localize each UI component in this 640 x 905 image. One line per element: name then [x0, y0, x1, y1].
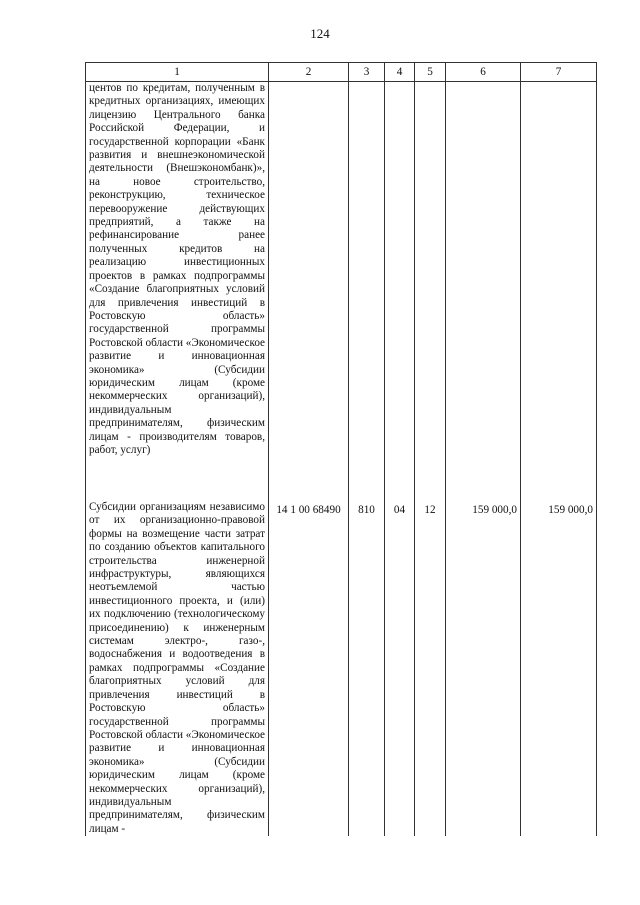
row-description: Субсидии организациям независимо от их организационно-правовой формы на возмещение части затрат по созданию объектов капитального строительства инженерной инфраструктуры, являющихся неотъемлемой частью инвестиционного проекта, и (или) их подключению (технологическому присоединению) к инженерным системам электро-, газо-, водоснабжения и водоотведения в рамках подпрограммы «Создание благоприятных условий для привлечения инвестиций в Ростовскую область» государственной программы Ростовской области «Экономическое развитие и инновационная экономика» (Субсидии юридическим лицам (кроме некоммерческих организаций), индивидуальным предпринимателям, физическим лицам - [86, 495, 269, 836]
row-subsection: 12 [415, 495, 446, 836]
column-header: 3 [349, 63, 385, 82]
row-amount-2: 159 000,0 [521, 495, 597, 836]
budget-table [85, 62, 597, 836]
row-amount-1: 159 000,0 [446, 495, 521, 836]
column-header: 7 [521, 63, 597, 82]
table-row [86, 495, 597, 836]
row-description: центов по кредитам, полученным в кредитных организациях, имеющих лицензию Центрального банка Российской Федерации, и государственной корпорации «Банк развития и внешнеэкономической деятельности (Внешэкономбанк)», на новое строительство, реконструкцию, техническое перевооружение действующих предприятий, а также на рефинансирование ранее полученных кредитов на реализацию инвестиционных проектов в рамках подпрограммы «Создание благоприятных условий для привлечения инвестиций в Ростовскую область» государственной программы Ростовской области «Экономическое развитие и инновационная экономика» (Субсидии юридическим лицам (кроме некоммерческих организаций), индивидуальным предпринимателям, физическим лицам - производителям товаров, работ, услуг) [86, 82, 269, 496]
column-header: 1 [86, 63, 269, 82]
table-row [86, 82, 597, 496]
row-target-code: 14 1 00 68490 [269, 495, 349, 836]
column-header: 4 [385, 63, 415, 82]
column-header: 5 [415, 63, 446, 82]
row-expense-type: 810 [349, 495, 385, 836]
row-expense-type [349, 82, 385, 496]
column-header: 6 [446, 63, 521, 82]
row-section [385, 82, 415, 496]
row-target-code [269, 82, 349, 496]
row-amount-1 [446, 82, 521, 496]
header-row [86, 63, 597, 82]
page-number: 124 [310, 26, 330, 41]
row-section: 04 [385, 495, 415, 836]
column-header: 2 [269, 63, 349, 82]
row-amount-2 [521, 82, 597, 496]
row-subsection [415, 82, 446, 496]
